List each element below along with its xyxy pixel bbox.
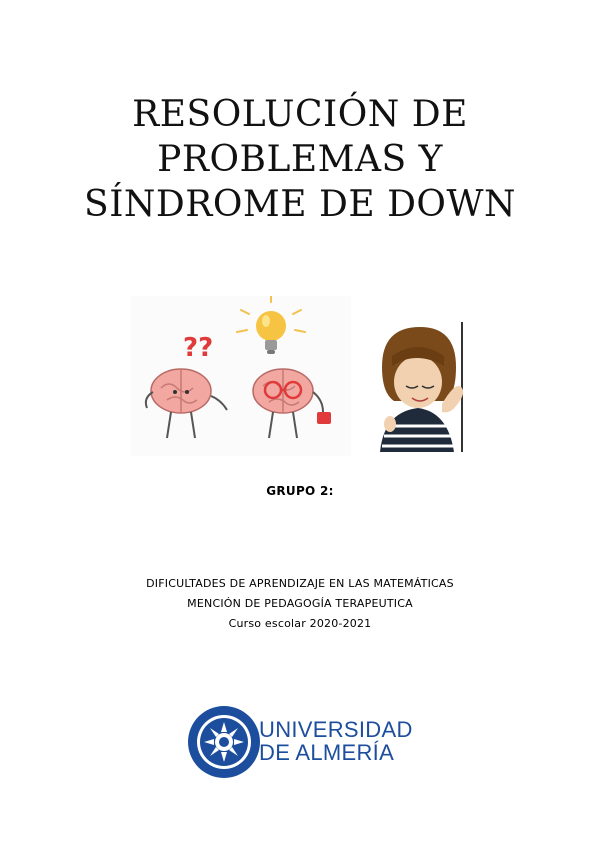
question-marks: ?? — [183, 333, 214, 363]
mention-line: MENCIÓN DE PEDAGOGÍA TERAPEUTICA — [187, 597, 413, 610]
girl-illustration — [372, 322, 464, 452]
title-line-3: SÍNDROME DE DOWN — [84, 184, 516, 225]
document-title — [0, 92, 600, 227]
title-line-1: RESOLUCIÓN DE — [132, 94, 468, 135]
subject-line: DIFICULTADES DE APRENDIZAJE EN LAS MATEMÁTICAS — [146, 577, 454, 590]
course-line: Curso escolar 2020-2021 — [228, 617, 372, 630]
course-info — [0, 574, 600, 634]
university-seal-icon — [186, 704, 262, 780]
university-name-line-2: DE ALMERÍA — [259, 740, 395, 765]
group-label: GRUPO 2: — [266, 484, 334, 498]
title-line-2: PROBLEMAS Y — [157, 139, 443, 180]
university-name-line-1: UNIVERSIDAD — [259, 717, 413, 742]
university-name — [259, 718, 413, 764]
brains-illustration — [131, 296, 351, 456]
university-logo — [186, 700, 416, 784]
